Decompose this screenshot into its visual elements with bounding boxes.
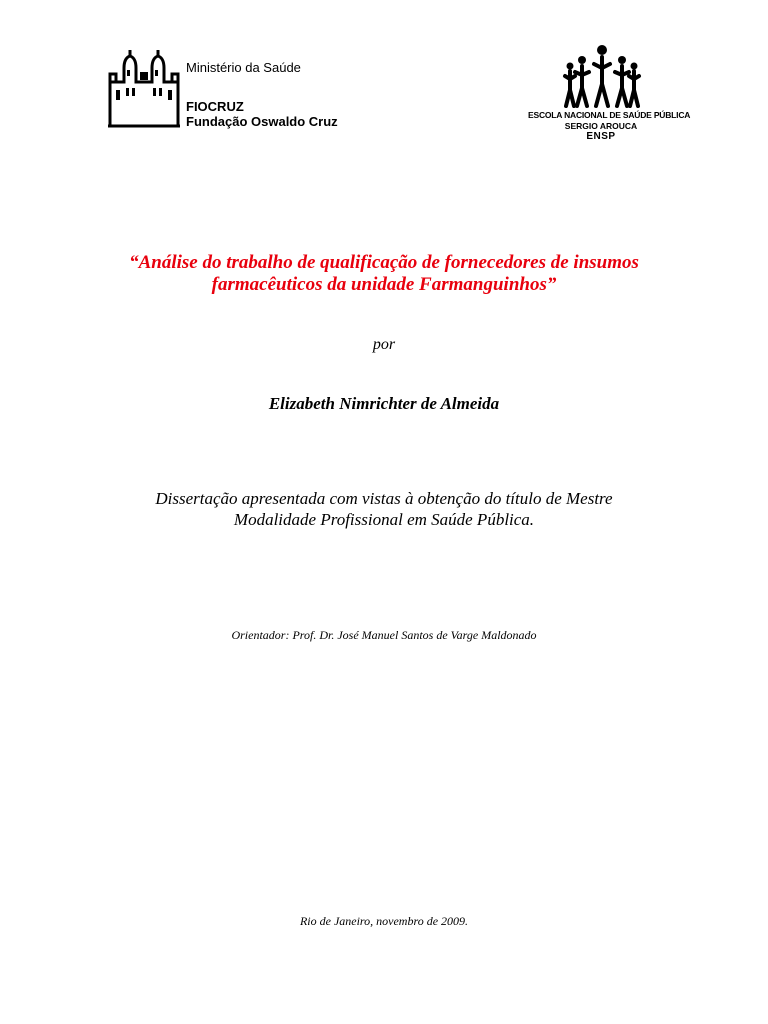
fiocruz-name [186, 99, 338, 129]
author-name: Elizabeth Nimrichter de Almeida [268, 394, 500, 413]
ensp-people-icon [562, 44, 642, 110]
ensp-logo [528, 44, 691, 150]
dissertation-line-2: Modalidade Profissional em Saúde Pública. [233, 510, 535, 529]
dissertation-title [0, 252, 768, 296]
ensp-school-name: ESCOLA NACIONAL DE SAÚDE PÚBLICA [528, 110, 691, 120]
fundacao-name: Fundação Oswaldo Cruz [186, 114, 338, 129]
fiocruz-acronym: FIOCRUZ [186, 99, 244, 114]
fiocruz-castle-icon [106, 48, 182, 132]
ministry-name: Ministério da Saúde [186, 60, 301, 75]
title-line-1: “Análise do trabalho de qualificação de fornecedores de insumos [129, 252, 639, 273]
advisor: Orientador: Prof. Dr. José Manuel Santos de Varge Maldonado [231, 628, 537, 642]
by-label: por [372, 336, 396, 353]
title-line-2: farmacêuticos da unidade Farmanguinhos” [211, 274, 557, 295]
dissertation-statement [0, 488, 768, 530]
dissertation-line-1: Dissertação apresentada com vistas à obtenção do título de Mestre [155, 489, 613, 508]
fiocruz-logo [106, 48, 356, 132]
place-date: Rio de Janeiro, novembro de 2009. [299, 914, 469, 928]
ensp-school-subname: SERGIO AROUCA [564, 121, 638, 131]
ensp-acronym: ENSP [586, 131, 616, 142]
